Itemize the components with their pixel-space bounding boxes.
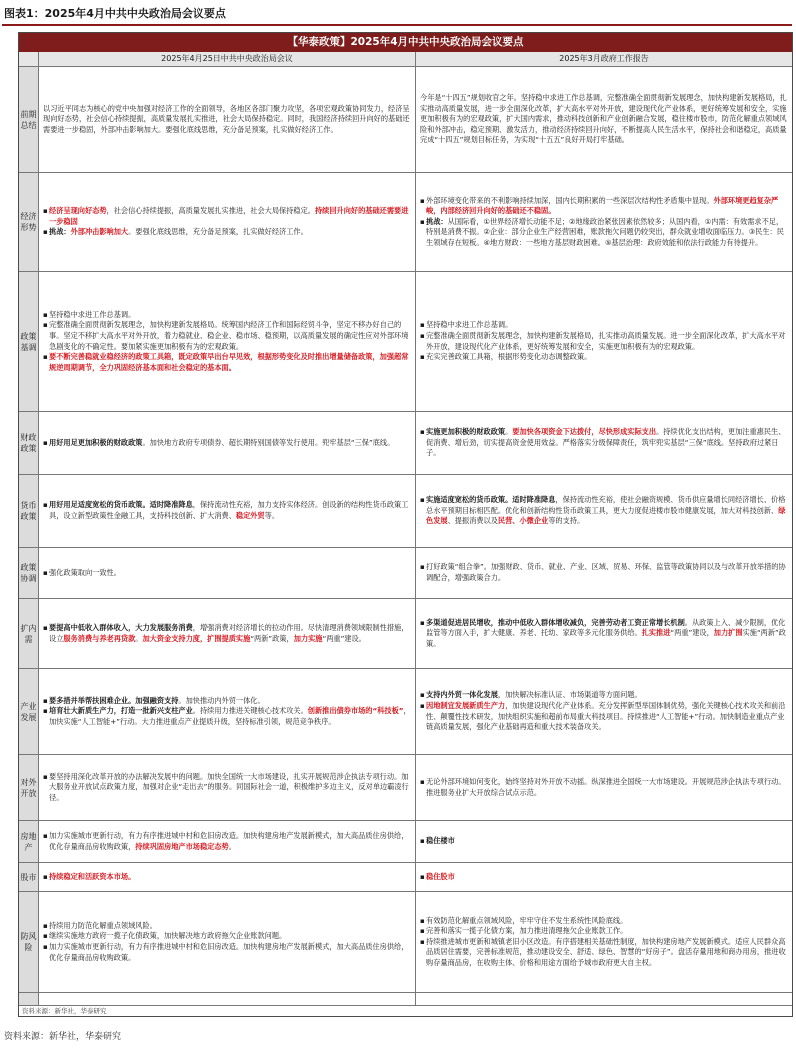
april-meeting-cell [39,412,416,474]
text-segment: 无论外部环境如何变化，始终坚持对外开放不动摇。纵深推进全国统一大市场建设。开展规范涉企执法专项行动。推进服务业扩大开放综合试点示范。 [426,776,786,797]
row-label: 房地产 [19,821,39,862]
work-report-cell [416,892,792,992]
text-segment: 坚持稳中求进工作总基调。 [49,309,136,319]
text-segment: 实施“两新”政策。 [426,628,786,648]
text-segment: 要多措并举帮扶困难企业。加强融资支持 [49,695,179,705]
text-segment: 。持续优化支出结构，更加注重惠民生、促消费、增后劲，切实提高资金使用效益。严格落实分级保障责任，筑牢兜实基层“三保”底线。坚持政府过紧日子。 [426,427,786,458]
work-report-cell [416,272,792,411]
left-paragraph [43,831,411,852]
text-segment: 。 [505,427,513,437]
left-paragraph [43,942,411,963]
row-label: 前期总结 [19,67,39,172]
text-segment: 支持内外贸一体化发展 [426,690,498,700]
row-label: 股市 [19,863,39,891]
text-segment: 、提振消费以及 [447,516,498,526]
text-segment: 加力实施城市更新行动，有力有序推进城中村和危旧房改造。加快构建房地产发展新模式，加大高品质住房供给，优化存量商品房收购政策。 [49,942,409,962]
text-segment: 。 [135,633,143,643]
table-row [19,755,792,821]
work-report-cell [416,755,792,820]
april-meeting-cell [39,173,416,271]
work-report-cell [416,173,792,271]
text-segment: 。加快地方政府专项债券、超长期特别国债等发行使用。兜牢基层“三保”底线。 [142,437,395,447]
table-footnote: 资料来源：新华社，华泰研究 [19,1005,793,1016]
text-segment: 持续用力防范化解重点领域风险。 [49,920,157,930]
left-paragraph [43,206,411,227]
column-header-march: 2025年3月政府工作报告 [559,54,649,63]
left-paragraph [43,931,411,942]
text-segment: 。持续用力推进关键核心技术攻关。 [192,706,308,716]
policy-table [18,32,793,1017]
text-segment: 加力实施城市更新行动，有力有序推进城中村和危旧房改造。加快构建房地产发展新模式，加大高品质住房供给，优化存量商品房收购政策， [49,830,409,851]
left-paragraph [43,438,411,449]
text-segment: 打好政策“组合拳”。加强财政、货币、就业、产业、区域、贸易、环保、监管等政策协同以及与改革开放举措的协调配合，增强政策合力。 [426,562,786,582]
right-paragraph [420,836,788,847]
text-segment: 扎实推进 [641,628,671,638]
text-segment: 要坚持用深化改革开放的办法解决发展中的问题。加快全国统一大市场建设，扎实开展规范涉企执法专项行动。加大服务业开放试点政策力度，加强对企业“走出去”的服务。同国际社会一道，积极维护多边主义，反对单边霸凌行径。 [49,771,409,802]
april-meeting-cell [39,821,416,862]
april-meeting-cell [39,892,416,992]
text-segment: 挑战： [426,216,448,226]
april-meeting-cell [39,475,416,547]
text-segment: 实施适度宽松的货币政策。适时降准降息 [426,495,556,505]
right-paragraph [420,495,788,527]
row-label: 政策协调 [19,548,39,598]
text-segment: 今年是“十四五”规划收官之年。坚持稳中求进工作总基调，完整准确全面贯彻新发展理念，加快构建新发展格局，扎实推动高质量发展，进一步全面深化改革，扩大高水平对外开放，建设现代化产业体系，更好统筹发展和安全，实施更加积极有为的宏观政策，扩大国内需求，推动科技创新和产业创新融合发展，稳住楼市股市，防范化解重点领域风险和外部冲击，稳定预期、激发活力，推动经济持续回升向好，不断提高人民生活水平，保持社会和谐稳定，高质量完成“十四五”规划目标任务，为实现“十五五”良好开局打牢基础。 [420,93,787,145]
table-row [19,892,792,993]
text-segment: 继续实施地方政府一揽子化债政策，加快解决地方政府拖欠企业账款问题。 [49,931,287,941]
table-row [19,669,792,755]
row-label: 货币政策 [19,475,39,547]
text-segment: ，加快建设现代化产业体系。充分发挥新型举国体制优势，强化关键核心技术攻关和前沿性、颠覆性技术研发，加快组织实施和超前布局重大科技项目。持续推进“人工智能+”行动。加快制造业重点产业链高质量发展，强化产业基础再造和重大技术装备攻关。 [426,700,786,732]
right-paragraph [420,562,788,583]
text-segment: 。加快推动内外贸一体化。 [178,695,265,705]
text-segment: 稳住楼市 [426,836,455,846]
right-paragraph [420,872,788,883]
text-segment: 外部环境更趋复杂严峻，内部经济回升向好的基础还不稳固。 [426,195,779,216]
text-segment: 等。 [264,511,280,520]
text-segment: 完整准确全面贯彻新发展理念，加快构建新发展格局，扎实推动高质量发展。进一步全面深化改革，扩大高水平对外开放，建设现代化产业体系，更好统筹发展和安全，实施更加积极有为的宏观政策。 [426,330,786,351]
april-meeting-cell [39,755,416,820]
column-header-row [19,52,792,67]
text-segment: 持续巩固房地产市场稳定态势 [135,841,229,851]
text-segment: 加大资金支持力度，扩围提质实施 [142,633,251,643]
left-paragraph [43,320,411,352]
table-banner: 【华泰政策】2025年4月中共中央政治局会议要点 [19,33,792,52]
text-segment: 外部环境变化带来的不利影响持续加深，国内长期积累的一些深层次结构性矛盾集中显现。 [426,195,714,205]
left-paragraph [43,227,411,238]
text-segment: 稳定外贸 [235,511,265,520]
text-segment: “两重”建设， [670,628,714,638]
left-paragraph [43,872,411,883]
text-segment: 充实完善政策工具箱，根据形势变化动态调整政策。 [426,352,592,362]
text-segment: 外部冲击影响加大 [70,227,129,237]
text-segment: 挑战： [49,227,71,237]
left-paragraph [43,706,411,727]
text-segment: 加力扩围 [713,628,743,638]
april-meeting-cell [39,272,416,411]
left-paragraph [43,104,411,136]
row-label: 扩内需 [19,599,39,668]
text-segment: 完整准确全面贯彻新发展理念，加快构建新发展格局。统筹国内经济工作和国际经贸斗争，坚定不移办好自己的事。坚定不移扩大高水平对外开放，着力稳就业、稳企业、稳市场、稳预期，以高质量发展的确定性应对外部环境急剧变化的不确定性。要加紧实施更加积极有为的宏观政策。 [49,320,409,351]
left-paragraph [43,568,411,579]
text-segment: 持续推进城市更新和城镇老旧小区改造。有序搭建相关基础性制度，加快构建房地产发展新模式。适应人民群众高品质居住需要，完善标准规范，推动建设安全、舒适、绿色、智慧的“好房子”。盘活存量用地和商办用房，推进收购存量商品房，在收购主体、价格和用途方面给予城市政府更大自主权。 [426,936,786,967]
right-paragraph [420,217,788,249]
source-note: 资料来源：新华社，华泰研究 [4,1032,122,1042]
work-report-cell [416,821,792,862]
text-segment: 要提高中低收入群体收入，大力发展服务消费 [49,622,193,632]
text-segment: 加力实施 [293,633,323,643]
text-segment: 创新推出债券市场的“科技板” [307,706,404,716]
text-segment: 民营、小微企业 [497,516,549,526]
right-paragraph [420,331,788,352]
right-paragraph [420,777,788,798]
text-segment: 。要强化底线思维，充分备足预案，扎实做好经济工作。 [128,227,308,237]
text-segment: ，增强消费对经济增长的拉动作用。尽快清理消费领域限制性措施，设立 [49,622,409,643]
left-paragraph [43,921,411,932]
text-segment: 从国际看，①世界经济增长动能不足；②地缘政治紧张因素依然较多；从国内看，①内需：有效需求不足，特别是消费不振。②企业：部分企业生产经营困难，账款拖欠问题仍较突出，群众就业增收面临压力。③民生：民生领域存在短板。④地方财政：一些地方基层财政困难。⑤基层治理：政府效能和依法行政能力有待提升。 [426,216,784,247]
text-segment: 要不断完善稳就业稳经济的政策工具箱，既定政策早出台早见效，根据形势变化及时推出增量储备政策，加强超常规逆周期调节，全力巩固经济基本面和社会稳定的基本面。 [49,352,409,372]
april-meeting-cell [39,67,416,172]
text-segment: 经济呈现向好态势 [49,206,107,216]
right-paragraph [420,320,788,331]
row-label: 产业发展 [19,669,39,754]
text-segment: ，社会信心持续提振，高质量发展扎实推进，社会大局保持稳定。 [106,206,315,216]
row-label: 政策基调 [19,272,39,411]
text-segment: 用好用足适度宽松的货币政策。适时降准降息 [49,500,193,510]
text-segment: 培育壮大新质生产力，打造一批新兴支柱产业 [49,706,193,716]
right-paragraph [420,690,788,701]
text-segment: 服务消费与养老再贷款 [63,633,136,643]
work-report-cell [416,548,792,598]
text-segment: ，保持流动性充裕，使社会融资规模、货币供应量增长同经济增长、价格总水平预期目标相匹配。优化和创新结构性货币政策工具，更大力度促进楼市股市健康发展，加大对科技创新、 [426,495,786,515]
text-segment: 稳住股市 [426,871,455,881]
left-paragraph [43,696,411,707]
corner-header [19,52,39,66]
table-row [19,412,792,475]
text-segment: 实施更加积极的财政政策 [426,427,506,437]
right-paragraph [420,352,788,363]
figure-title: 图表1：2025年4月中共中央政治局会议要点 [2,2,792,26]
text-segment: 以习近平同志为核心的党中央加强对经济工作的全面领导，各地区各部门聚力攻坚，各项宏观政策协同发力，经济呈现向好态势，社会信心持续提振，高质量发展扎实推进，社会大局保持稳定。同时，我国经济持续回升向好的基础还需要进一步稳固，外部冲击影响加大。要强化底线思维，充分备足预案，扎实做好经济工作。 [43,103,410,134]
text-segment: ，加快解决标准认证、市场渠道等方面问题。 [497,690,642,700]
right-paragraph [420,618,788,650]
row-label: 防风险 [19,892,39,992]
work-report-cell [416,412,792,474]
text-segment: 。 [228,841,236,851]
text-segment: 持续回升向好的基础还需要进一步稳固 [49,206,409,226]
row-label: 对外开放 [19,755,39,820]
table-row [19,67,792,173]
text-segment: 等的支持。 [548,516,585,526]
text-segment: ，保持流动性充裕，加力支持实体经济。创设新的结构性货币政策工具，设立新型政策性金融工具，支持科技创新、扩大消费、 [49,500,409,520]
right-paragraph [420,701,788,733]
text-segment: 强化政策取向一致性。 [49,567,121,577]
text-segment: 有效防范化解重点领域风险，牢牢守住不发生系统性风险底线。 [426,915,628,925]
right-paragraph [420,926,788,937]
column-header-april: 2025年4月25日中共中央政治局会议 [39,52,416,66]
april-meeting-cell [39,599,416,668]
text-segment: 完善和落实一揽子化债方案，加力推进清理拖欠企业账款工作。 [426,926,628,936]
table-row [19,599,792,669]
text-segment: 持续稳定和活跃资本市场。 [49,871,136,881]
text-segment: 绿色发展 [426,505,786,526]
right-paragraph [420,937,788,969]
right-paragraph [420,916,788,927]
april-meeting-cell [39,863,416,891]
left-paragraph [43,310,411,321]
table-body [19,67,792,1017]
row-label: 经济形势 [19,173,39,271]
text-segment: 因地制宜发展新质生产力 [426,700,506,710]
work-report-cell [416,669,792,754]
table-row [19,173,792,272]
work-report-cell [416,599,792,668]
table-row [19,272,792,412]
work-report-cell [416,863,792,891]
table-row [19,548,792,599]
row-label: 财政政策 [19,412,39,474]
text-segment: 坚持稳中求进工作总基调。 [426,320,513,330]
text-segment: 用好用足更加积极的财政政策 [49,437,143,447]
april-meeting-cell [39,669,416,754]
text-segment: ，加快实施“人工智能+”行动。大力推进重点产业提质升级，坚持标准引领，规范竞争秩序。 [49,706,411,726]
table-row [19,821,792,863]
table-row [19,863,792,892]
text-segment: “两重”建设。 [322,633,366,643]
work-report-cell [416,475,792,547]
text-segment: 要加快各项资金下达拨付，尽快形成实际支出 [512,427,657,437]
right-paragraph [420,427,788,459]
left-paragraph [43,500,411,521]
april-meeting-cell [39,548,416,598]
text-segment: “两新”政策， [250,633,294,643]
left-paragraph [43,352,411,373]
table-row [19,475,792,548]
left-paragraph [43,772,411,804]
right-paragraph [420,196,788,217]
left-paragraph [43,623,411,644]
text-segment: 多渠道促进居民增收，推动中低收入群体增收减负，完善劳动者工资正常增长机制 [426,617,685,627]
text-segment: 。从政策上入、减少限制，优化监管等方面入手，扩大健康、养老、托幼、家政等多元化服务供给。 [426,617,786,638]
right-paragraph [420,93,788,146]
work-report-cell [416,67,792,172]
